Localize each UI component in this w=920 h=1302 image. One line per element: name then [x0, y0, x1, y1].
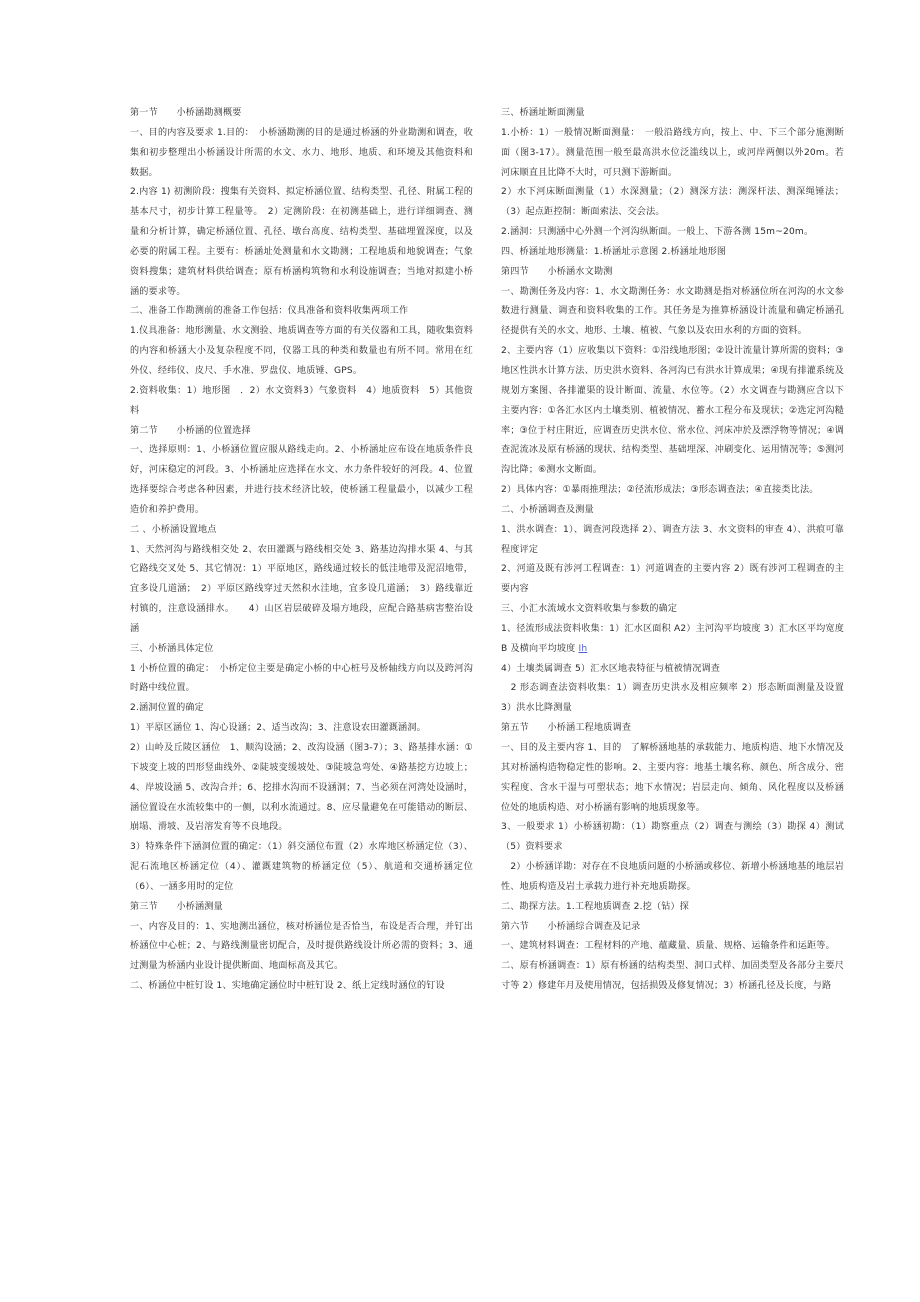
- body-paragraph: 2）小桥涵详勘：对存在不良地质问题的小桥涵或移位、新增小桥涵地基的地层岩性、地质构造及岩土承载力进行补充地质勘探。: [501, 862, 844, 892]
- body-paragraph: 三、小桥涵具体定位: [130, 643, 214, 654]
- paragraph-text: 1、径流形成法资料收集：1）汇水区面积 A2）主河沟平均坡度 3）汇水区平均宽度 B 及横向平均坡度 Ih: [501, 623, 844, 654]
- body-paragraph: 2）水下河床断面测量（1）水深测量；（2）测深方法：测深杆法、测深绳锤法；（3）起点距控制：断面索法、交会法。: [501, 187, 844, 218]
- body-paragraph: 二 、小桥涵设置地点: [130, 524, 217, 535]
- body-paragraph: 3、一般要求 1）小桥涵初勘：（1）勘察重点（2）调查与测绘（3）勘探 4）测试（5）资料要求: [501, 822, 844, 853]
- two-column-layout: [130, 104, 844, 997]
- body-paragraph: 一、内容及目的：1、实地测出涵位，核对桥涵位是否恰当，布设是否合理，并钉出桥涵位中心桩；2、与路线测量密切配合，及时提供路线设计所必需的资料；3、通过测量为桥涵内业设计提供断面、地面标高及其它。: [130, 921, 473, 972]
- body-paragraph: 2）具体内容：①暴雨推理法；②径流形成法；③形态调查法；④直接类比法。: [501, 485, 819, 496]
- body-paragraph: 一、目的及主要内容 1、目的 了解桥涵地基的承载能力、地质构造、地下水情况及其对桥涵构造物稳定性的影响。2、主要内容：地基土壤名称、颜色、所含成分、密实程度、含水干湿与可塑状态；地下水情况；岩层走向、倾角、风化程度以及桥涵位处的地质构造、对小桥涵有影响的地质现象等。: [501, 743, 844, 813]
- section-heading: 第五节 小桥涵工程地质调查: [501, 723, 632, 734]
- body-paragraph: 2.涵洞位置的确定: [130, 703, 204, 714]
- body-paragraph-with-link: [501, 620, 844, 660]
- section-heading: 第四节 小桥涵水文勘测: [501, 266, 613, 277]
- section-heading: 三、桥涵址断面测量: [501, 108, 585, 118]
- body-paragraph: 2.资料收集：1）地形图 ．2）水文资料3）气象资料 4）地质资料 5）其他资料: [130, 385, 473, 416]
- section-heading: 第三节 小桥涵测量: [130, 901, 223, 912]
- body-paragraph: 一、建筑材料调查：工程材料的产地、蕴藏量、质量、规格、运输条件和运距等。: [501, 941, 835, 952]
- body-paragraph: 1.小桥：1）一般情况断面测量： 一般沿路线方向，按上、中、下三个部分施测断面（图3-17）。测量范围一般至最高洪水位泛滥线以上，或河岸两侧以外20m。若河床顺直且比降不大时，可只测下游断面。: [501, 127, 844, 178]
- body-paragraph: 一、选择原则：1、小桥涵位置应服从路线走向。2、小桥涵址应布设在地质条件良好，河床稳定的河段。3、小桥涵址应选择在水文、水力条件较好的河段。4、位置选择要综合考虑各种因素，并进行技术经济比较，使桥涵工程量最小，以减少工程造价和养护费用。: [130, 445, 473, 515]
- body-paragraph: 4）土壤类属调查 5）汇水区地表特征与植被情况调查: [501, 663, 721, 674]
- body-paragraph: 一、目的内容及要求 1.目的： 小桥涵勘测的目的是通过桥涵的外业勘测和调查，收集和初步整理出小桥涵设计所需的水文、水力、地形、地质、和环境及其他资料和数据。: [130, 127, 473, 178]
- body-paragraph: 2 形态调查法资料收集：1）调查历史洪水及相应频率 2）形态断面测量及设置 3）洪水比降测量: [501, 683, 844, 714]
- body-paragraph: 二、小桥涵调查及测量: [501, 504, 594, 515]
- body-paragraph: 二、勘探方法。1.工程地质调查 2.挖（钻）探: [501, 901, 690, 912]
- inline-hyperlink[interactable]: Ih: [578, 643, 588, 654]
- body-paragraph: 二、原有桥涵调查：1）原有桥涵的结构类型、洞口式样、加固类型及各部分主要尺寸等 2）修建年月及使用情况，包括损毁及修复情况；3）桥涵孔径及长度，与路: [501, 961, 844, 992]
- body-paragraph: 1、天然河沟与路线相交处 2、农田灌溉与路线相交处 3、路基边沟排水渠 4、与其它路线交叉处 5、其它情况：1）平原地区，路线通过较长的低洼地带及泥沼地带，宜多设几道涵； 2）平原区路线穿过天然积水洼地，宜多设几道涵； 3）路线靠近村镇的，注意设涵排水。 4）山区岩层破碎及塌方地段，应配合路基病害整治设涵: [130, 544, 473, 634]
- body-paragraph: 二、桥涵位中桩钉设 1、实地确定涵位时中桩钉设 2、纸上定线时涵位的钉设: [130, 981, 445, 992]
- body-paragraph: 1）平原区涵位 1、沟心设涵；2、适当改沟；3、注意设农田灌溉涵洞。: [130, 723, 426, 734]
- body-paragraph: 三、小汇水流域水文资料收集与参数的确定: [501, 604, 678, 615]
- section-heading: 第一节 小桥涵勘测概要: [130, 108, 242, 118]
- body-paragraph: 1、洪水调查：1）、调查河段选择 2）、调查方法 3、水文资料的审查 4）、洪痕可靠程度评定: [501, 524, 844, 555]
- body-paragraph: 2、主要内容（1）应收集以下资料：①沿线地形图；②设计流量计算所需的资料；③地区性洪水计算方法、历史洪水资料、各河沟已有洪水计算成果；④现有排灌系统及规划方案图、各排灌渠的设计断面、流量、水位等。（2）水文调查与勘测应含以下主要内容：①各汇水区内土壤类别、植被情况、蓄水工程分布及现状；②选定河沟糙率；③位于村庄附近，应调查历史洪水位、常水位、河床冲於及漂浮物等情况；④调查泥流冰及原有桥涵的现状、结构类型、基础埋深、冲刷变化、运用情况等；⑤测河沟比降；⑥测水文断面。: [501, 346, 844, 476]
- section-heading: 第二节 小桥涵的位置选择: [130, 425, 251, 436]
- body-paragraph: 2.涵洞：只测涵中心外测一个河沟纵断面。一般上、下游各测 15m~20m。: [501, 227, 814, 238]
- body-paragraph: 3）特殊条件下涵洞位置的确定：（1）斜交涵位布置（2）水库地区桥涵定位（3）、泥石流地区桥涵定位（4）、灌溉建筑物的桥涵定位（5）、航道和交通桥涵定位（6）、一涵多用时的定位: [130, 842, 473, 892]
- body-paragraph: 1.仪具准备：地形测量、水文测验、地质调查等方面的有关仪器和工具，随收集资料的内容和桥涵大小及复杂程度不同，仪器工具的种类和数量也有所不同。常用在红外仪、经纬仪、皮尺、手水准、罗盘仪、地质锤、GPS。: [130, 326, 473, 376]
- body-paragraph: 2）山岭及丘陵区涵位 1、顺沟设涵；2、改沟设涵（图3-7）；3、路基排水涵：①下坡变上坡的凹形竖曲线外、②陡坡变缓坡处、③陡坡急弯处、④路基挖方边坡上；4、岸坡设涵 5、改沟合并；6、挖排水沟而不设涵洞；7、当必须在河湾处设涵时，涵位置设在水流较集中的一侧，以利水流通过。8、应尽量避免在可能错动的断层、崩塌、滑坡、及岩溶发育等不良地段。: [130, 743, 473, 833]
- body-paragraph: 二、准备工作勘测前的准备工作包括：仪具准备和资料收集两项工作: [130, 306, 409, 317]
- body-paragraph: 2.内容 1) 初测阶段：搜集有关资料、拟定桥涵位置、结构类型、孔径、附属工程的基本尺寸，初步计算工程量等。 2）定测阶段：在初测基础上，进行详细调查、测量和分析计算，确定桥涵位置、孔径、墩台高度、结构类型、基础埋置深度，以及必要的附属工程。主要有：桥涵址处测量和水文勘测；工程地质和地貌调查；气象资料搜集；建筑材料供给调查；原有桥涵构筑物和水利设施调查；当地对拟建小桥涵的要求等。: [130, 187, 473, 297]
- body-paragraph: 一、勘测任务及内容：1、水文勘测任务：水文勘测是指对桥涵位所在河沟的水文参数进行测量、调查和资料收集的工作。其任务是为推算桥涵设计流量和确定桥涵孔径提供有关的水文、地形、土壤、植被、气象以及农田水利的方面的资料。: [501, 286, 844, 337]
- body-paragraph: 2、河道及既有涉河工程调查：1）河道调查的主要内容 2）既有涉河工程调查的主要内容: [501, 564, 844, 595]
- body-paragraph: 1 小桥位置的确定： 小桥定位主要是确定小桥的中心桩号及桥轴线方向以及跨河沟时路中线位置。: [130, 663, 473, 694]
- body-paragraph: 四、桥涵址地形测量：1.桥涵址示意图 2.桥涵址地形图: [501, 246, 727, 257]
- right-column: [501, 104, 844, 997]
- section-heading: 第六节 小桥涵综合调查及记录: [501, 921, 641, 932]
- left-column: [130, 104, 473, 997]
